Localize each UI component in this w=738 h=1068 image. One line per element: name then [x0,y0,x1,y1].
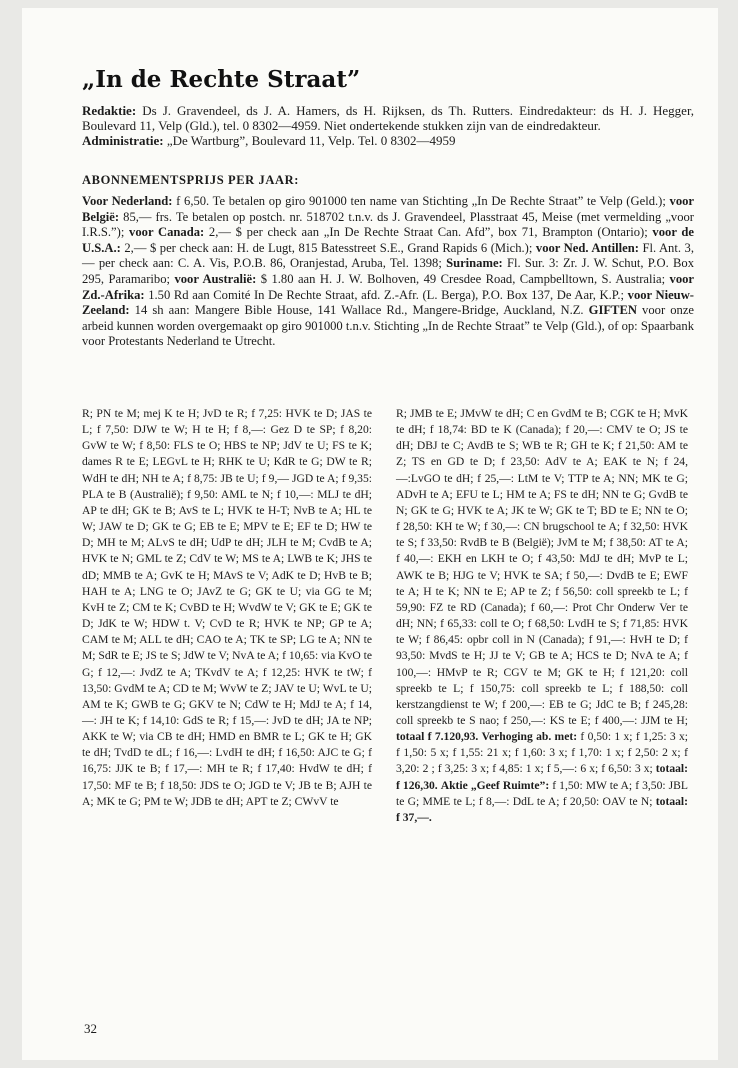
subscription-region-label: Suriname: [446,256,503,271]
subscription-region-label: voor Ned. Antillen: [535,240,639,255]
subscription-region-text: Fl. Sur. 3: Zr. J. W. Schut, P.O. Box 295, Paramaribo; [82,256,694,286]
subscription-region-label: voor Nieuw-Zeeland: [82,287,694,318]
donation-total: Verhoging ab. met: [481,730,578,744]
subscription-region-label: GIFTEN [588,303,637,318]
donation-list: f 1,50: MW te A; f 3,50: JBL te G; MME te L; f 8,—: DdL te A; f 20,50: OAV te N; [396,778,688,808]
subscription-region-label: voor België: [82,194,694,224]
donation-total: totaal f 7.120,93. [396,730,479,744]
subscription-heading: ABONNEMENTSPRIJS PER JAAR: [82,173,300,187]
subscription-region-label: voor Canada: [129,225,205,240]
redaktie-block [82,103,694,149]
subscription-region-label: Voor Nederland: [82,194,173,208]
subscription-region-text: f 6,50. Te betalen op giro 901000 ten name van Stichting „In De Rechte Straat” te Velp (Geld.); [172,194,670,208]
donation-list: R; JMB te E; JMvW te dH; C en GvdM te B; CGK te H; MvK te dH; f 18,74: BD te K (Canada); f 20,—: CMV te O; JS te dH; DBJ te C; AvdB te S; WB te R; GH te K; f 21,50: AM te Z; TS en GD te D; f 23,50: AdV te A; EAK te N; f 24,—:LvGO te dH; f 25,—: LtM te V; TTP te A; NN; MK te G; ADvH te A; EFU te L; HM te A; FS te dH; NN te G; GvdB te N; GK te G; HVK te A; JK te W; GK te T; BD te E; NN te O; f 28,50: KH te W; f 30,—: CN brugschool te A; f 32,50: HVK te S; f 33,50: RvdB te B (België); JvM te M; f 38,50: AT te A; f 40,—: EKH en LKH te O; f 43,50: MdJ te dH; MvP te L; AWK te B; HJG te V; HVK te SA; f 50,—: DvdB te E; EWF te A; H te K; NN te E; AP te Z; f 56,50: coll spreekb te L; f 59,90: FZ te RD (Canada); f 60,—: Prot Chr Onderw Ver te dH; NN; f 65,33: coll te O; f 68,50: LvdH te S; f 71,85: HVK te W; f 86,45: opbr coll in N (Canada); f 91,—: HvH te D; f 93,50: MvdS te H; JJ te V; GB te A; HCS te D; NvA te A; f 100,—: HMvP te R; CGV te M; GK te H; f 121,20: coll spreekb te L; f 150,75: coll spreekb te L; f 188,50: coll kerstzangdienst te W; f 200,—: EB te G; JdC te B; f 245,28: coll spreekb te S nao; f 250,—: KS te E; f 400,—: JJM te H; [396,407,688,727]
subscription-region-label: voor de U.S.A.: [82,225,694,255]
page-number: 32 [84,1021,97,1036]
donation-total: totaal: f 37,—. [396,794,688,824]
subscription-region-text: Fl. Ant. 3,— per check aan: C. A. Vis, P.O.B. 86, Oranjestad, Aruba, Tel. 1398; [82,240,694,271]
donation-total: totaal: f 126,30. [396,762,688,792]
redaktie-label: Redaktie: [82,103,137,118]
administratie-text: „De Wartburg”, Boulevard 11, Velp. Tel. 0 8302—4959 [163,133,456,149]
subscription-region-label: voor Australië: [174,271,257,286]
subscription-region-text: 14 sh aan: Mangere Bible House, 141 Wallace Rd., Mangere-Bridge, Auckland, N.Z. [129,303,589,318]
subscription-region-text: $ 1.80 aan H. J. W. Bolhoven, 49 Cresdee Road, Campbelltown, S. Australia; [256,271,670,286]
subscription-region-text: voor onze arbeid kunnen worden overgemaakt op giro 901000 t.n.v. Stichting „In de Rechte Straat” te Velp (Gld.), of op: Spaarbank voor Protestants Nederland te Utrecht. [82,303,695,349]
donations-right-column [396,406,688,826]
subscription-region-text: 85,— frs. Te betalen op postch. nr. 518702 t.n.v. ds J. Gravendeel, Plasstraat 45, Meise (met vermelding „voor I.R.S.”); [82,209,694,240]
page-title: „In de Rechte Straat” [82,66,361,93]
subscription-region-text: 2,— $ per check aan „In De Rechte Straat Can. Afd”, box 71, Brampton (Ontario); [204,225,653,240]
subscription-region-text: 1.50 Rd aan Comité In De Rechte Straat, afd. Z.-Afr. (L. Berga), P.O. Box 137, De Aar, K.P.; [144,287,628,302]
redaktie-text: Ds J. Gravendeel, ds J. A. Hamers, ds H. Rijksen, ds Th. Rutters. Eindredakteur: ds H. J. Hegger, Boulevard 11, Velp (Gld.), tel. 0 8302—4959. Niet ondertekende stukken zijn van de eindredakteur. [82,103,694,134]
subscription-region-label: voor Zd.-Afrika: [82,271,694,302]
administratie-label: Administratie: [82,133,164,149]
donation-list: R; PN te M; mej K te H; JvD te R; f 7,25: HVK te D; JAS te L; f 7,50: DJW te W; H te H; f 8,—: Gez D te SP; f 8,20: GvW te W; f 8,50: FLS te O; HBS te NP; JdV te U; FS te K; dames R te E; LEGvL te H; RHK te U; KdR te G; DW te R; WdH te dH; NH te A; f 8,75: JB te U; f 9,— JGD te A; f 9,35: PLA te B (Australië); f 9,50: AML te N; f 10,—: MLJ te dH; AP te dH; GK te B; AvS te L; HVK te H-T; NvB te A; HL te W; JAW te D; GK te G; EB te E; MPV te E; EF te D; HW te D; MH te M; ALvS te dH; UdP te dH; JLH te M; CvdB te A; HVK te N; GML te Z; CdV te W; MS te A; LWB te K; JHS te dD; MMB te A; GvK te H; MAvS te V; AdK te D; HvB te B; HAH te A; LNG te O; JAvZ te G; GK te U; via GG te M; KvH te Z; CM te K; CvBD te H; WvdW te V; GK te E; GK te D; JdK te W; HDW t. V; CvD te R; HVK te NP; GP te A; CAM te M; ALL te dH; CAO te A; TK te SP; LG te A; NN te M; SdR te E; JS te S; JdW te V; NvA te A; f 10,65: via KvO te G; f 12,—: JvdZ te A; TKvdV te A; f 12,25: HVK te tW; f 13,50: GvdM te A; CD te M; WvW te Z; JAV te U; WvL te U; AM te K; GWB te G; GKV te N; CdW te H; MdJ te A; f 14,—: JH te K; f 14,10: GdS te R; f 15,—: JvD te dH; JA te NP; AKK te W; via CB te dH; HMD en BMR te L; GK te H; GK te dH; TvdD te dL; f 16,—: LvdH te dH; f 16,50: AJC te G; f 16,75: JJK te B; f 17,—: MH te R; f 17,40: HvdW te dH; f 17,50: MF te B; f 18,50: JDS te O; JGD te V; JB te B; AJH te A; MK te G; PM te W; JDB te dH; APT te Z; CWvV te [82,407,372,808]
subscription-prices [82,194,694,350]
donations-left-column [82,406,372,810]
page [22,8,718,1060]
donation-total: Aktie „Geef Ruimte”: [440,778,550,792]
subscription-region-text: 2,— $ per check aan: H. de Lugt, 815 Batesstreet S.E., Grand Rapids 6 (Mich.); [120,240,536,255]
donation-list: f 0,50: 1 x; f 1,25: 3 x; f 1,50: 5 x; f 1,55: 21 x; f 1,60: 3 x; f 1,70: 1 x; f 2,50: 2 x; f 3,20: 2 ; f 3,25: 3 x; f 4,85: 1 x; f 5,—: 6 x; f 6,50: 3 x; [396,730,688,776]
